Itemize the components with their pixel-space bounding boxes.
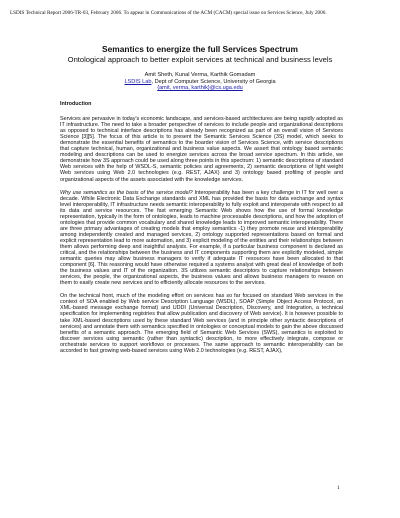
page-number: 1 [337,485,340,491]
author-emails[interactable]: {amit, verma, karthik}@cs.uga.edu [157,85,243,92]
affiliation [0,79,400,86]
technical-report-note: LSDIS Technical Report 2006-TR-03, February 2006. To appear in Communications of the ACM (CACM) special issue on Services Science, July 2006. [10,10,327,16]
paper-subtitle: Ontological approach to better exploit services at technical and business levels [67,55,333,64]
lab-link[interactable]: LSDIS Lab [124,78,152,85]
paragraph-2-body: Interoperability has been a key challenge in IT for well over a decade. While Electronic Data Exchange standards and XML has provided the basis for data exchange and syntax level interoperability, IT infrastructure needs semantic interoperability to fully exploit and interoperate with respect to all its data and service resources. The fast emerging Semantic Web shows how the use of formal knowledge representation, typically in the form of ontologies, leads to machine processable descriptions, and how the adoption of ontologies that provide common vocabulary and shared knowledge leads to improved semantic interoperability. There are three primary advantages of creating models that employ semantics -1) they promote reuse and interoperability among independently created and managed services, 2) ontology supported representations based on formal and explicit representation lead to more automation, and 3) explicit modeling of the entities and their relationships between them allows performing deep and insightful analysis. For example, if a particular business component is declared as critical, and the relationships between the business and IT components supporting them are explicitly modeled, simple semantic queries may allow business managers to verify if adequate IT resources have been allocated to that component [6]. This reasoning would have otherwise required a systems analyst with great deal of knowledge of both the business values and IT of the organization. 3S utilizes semantic descriptors to capture relationships between services, the people, the organizational aspects, the business values and allows business managers to reason on them to easily create new services and to efficiently allocate resources to the services. [60,189,344,287]
paragraph-2-lead-in: Why use semantics as the basis of the service model? [60,189,193,196]
paragraph-1: Services are pervasive in today's economic landscape, and services-based architectures are being rapidly adopted as IT infrastructure. The need to take a broader perspective of services to include people and organizational descriptions as opposed to technical interface descriptions has already been recognized as part of an overall vision of Services Science [3][5]. The focus of this article is to present the Semantic Services Science (3S) model, which seeks to demonstrate the essential benefits of semantics to the boarder vision of Services Science, with service descriptions that capture technical, human, organizational and business value aspects. We assert that ontology based semantic modeling and descriptions can be used to energize services across the broad service spectrum. In this article, we demonstrate how 3S approach could be used along three points in this spectrum: 1) semantic descriptions of standard Web services with the help of WSDL-S, semantic policies and agreements, 2) semantic descriptions of light weight Web services using Web 2.0 technologies (e.g. REST, AJAX) and 3) ontology based profiling of people and organizational aspects of the assets associated with the knowledge services. [60,116,343,183]
authors-block [0,72,400,92]
paragraph-2 [60,190,343,287]
title-block [0,44,400,64]
body-text [60,101,343,361]
paper-title: Semantics to energize the full Services Spectrum [102,44,298,54]
author-names: Amit Sheth, Kunal Verma, Karthik Gomadam [144,72,256,78]
paragraph-3: On the technical front, much of the modeling effort on services has so far focused on standard Web services in the context of SOA enabled by Web service Description Language (WSDL), SOAP (Simple Object Access Protocol, an XML-based message exchange format) and UDDI (Universal Description, Discovery, and Integration, a technical specification for implementing registries that allow publication and discovery of Web service). It is however possible to take XML-based descriptions used by these standard Web services (and in principle other syntactic descriptions of services) and annotate them with semantics specified in ontologies or conceptual models to gain the above discussed benefits of a semantic approach. The emerging field of Semantic Web Services (SWS), semantics is exploited to discover services using semantic (rather than syntactic) description, to more effectively integrate, compose or orchestrate services to support workflows or processes. The same approach to semantic interoperability can be accorded to fast growing web-based services using Web 2.0 technologies (e.g. REST, AJAX), [60,293,343,354]
affiliation-text: , Dept of Computer Science, University of Georgia [151,78,276,85]
section-heading-introduction: Introduction [60,101,92,107]
